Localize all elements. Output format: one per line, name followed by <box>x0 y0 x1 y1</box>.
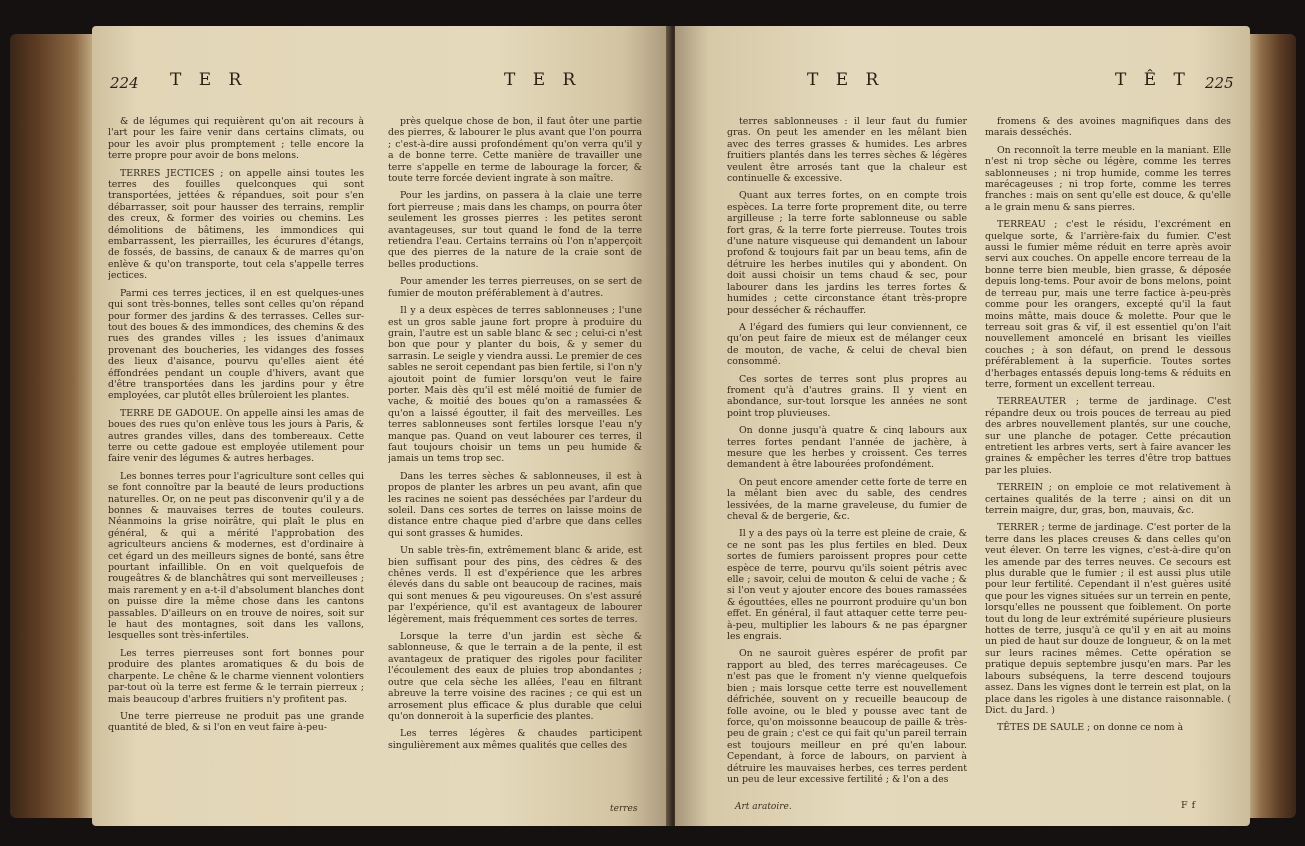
paragraph: TERRE DE GADOUE. On appelle ainsi les amas de boues des rues qu'on enlève tous les jours à Paris, & autres grandes villes, dans des tombereaux. Cette terre ou cette gadoue est employée utilement pour faire venir des légumes & autres herbages. <box>108 407 364 465</box>
left-page <box>92 26 670 826</box>
signature-mark: F f <box>1181 800 1196 811</box>
paragraph: Un sable très-fin, extrêmement blanc & aride, est bien suffisant pour des pins, des cèdres & des chênes verds. Il est d'expérience que les arbres élevés dans du sable ont beaucoup de racines, mais qui sont menues & peu vigoureuses. On s'est assuré par l'expérience, qu'il est avantageux de labourer légèrement, mais fréquemment ces sortes de terres. <box>388 545 642 625</box>
paragraph: Les terres légères & chaudes participent singulièrement aux mêmes qualités que celles des <box>388 728 642 751</box>
running-head: T E R <box>807 70 885 90</box>
paragraph: Il y a deux espèces de terres sablonneuses ; l'une est un gros sable jaune fort propre à produire du grain, l'autre est un sable blanc & sec ; celui-ci n'est bon que pour y planter du bois, & y semer du sarrasin. Le seigle y viendra aussi. Le premier de ces sables ne seroit cependant pas bien fertile, si l'on n'y ajoutoit point de fumier lorsqu'on veut le faire porter. Mais dès qu'il est mêlé moitié de fumier de vache, & moitié des boues qu'on a ramassées & qu'on a laissé égoutter, il fait des merveilles. Les terres sablonneuses sont fertiles lorsque l'eau n'y manque pas. Quand on veut labourer ces terres, il faut toujours choisir un tems un peu humide & jamais un tems trop sec. <box>388 305 642 465</box>
paragraph: On reconnoît la terre meuble en la maniant. Elle n'est ni trop sèche ou légère, comme les terres sablonneuses ; ni trop humide, comme les terres marécageuses ; ni trop forte, comme les terres franches : mais on sent qu'elle est douce, & qu'elle a le grain menu & sans pierres. <box>985 144 1231 213</box>
column-footnote: Art aratoire. <box>735 802 792 812</box>
paragraph: TERRER ; terme de jardinage. C'est porter de la terre dans les places creuses & dans celles qu'on veut élever. On terre les vignes, c'est-à-dire qu'on les amende par des terres neuves. Ce secours est plus durable que le fumier ; il est aussi plus utile pour leur fertilité. Cependant il n'est guères usité que pour les vignes situées sur un terrein en pente, lorsqu'elles ne poussent que foiblement. On porte tout du long de leur extrémité supérieure plusieurs hottes de terre, jusqu'à ce qu'il y en ait au moins un pied de haut sur douze de longueur, & on la met sur leurs racines mêmes. Cette opération se pratique depuis septembre jusqu'en mars. Par les labours subséquens, la terre descend toujours assez. Dans les vignes dont le terrein est plat, on la place dans les rigoles à une distance raisonnable. ( Dict. du Jard. ) <box>985 522 1231 716</box>
paragraph: Ces sortes de terres sont plus propres au froment qu'à d'autres grains. Il y vient en abondance, sur-tout lorsque les années ne sont point trop pluvieuses. <box>727 373 967 419</box>
text-column-1 <box>108 116 364 811</box>
paragraph: Pour les jardins, on passera à la claie une terre fort pierreuse ; mais dans les champs, on pourra ôter seulement les grosses pierres : les petites seront avantageuses, sur tout quand le fond de la terre retiendra l'eau. Certains terrains où l'on n'apperçoit que des pierres de la nature de la craie sont de belles productions. <box>388 190 642 270</box>
text-column-1 <box>727 116 967 796</box>
paragraph: Les terres pierreuses sont fort bonnes pour produire des plantes aromatiques & du bois de charpente. Le chêne & le charme viennent volontiers par-tout où la terre est ferme & le terrain pierreux ; mais beaucoup d'arbres fruitiers n'y profitent pas. <box>108 647 364 705</box>
page-number: 224 <box>110 74 139 92</box>
running-head: T E R <box>170 70 248 90</box>
paragraph: TERRES JECTICES ; on appelle ainsi toutes les terres des fouilles quelconques qui sont transportées, jettées & répandues, soit pour s'en débarrasser, soit pour hausser des terrains, remplir des creux, & former des voiries ou chemins. Les démolitions de bâtimens, les immondices qui embarrassent, les pierrailles, les écurures d'étangs, de fossés, de bassins, de canaux & de marres qu'on enlève & qu'on transporte, tout cela s'appelle terres jectices. <box>108 167 364 282</box>
paragraph: Pour amender les terres pierreuses, on se sert de fumier de mouton préférablement à d'autres. <box>388 276 642 299</box>
paragraph: TERREAU ; c'est le résidu, l'excrément en quelque sorte, & l'arrière-faix du fumier. C'est aussi le fumier même réduit en terre après avoir servi aux couches. On appelle encore terreau de la bonne terre bien meuble, bien grasse, & déposée depuis long-tems. Pour avoir de bons melons, point de terreau pur, mais une terre factice à-peu-près comme pour les orangers, excepté qu'il la faut moins mâtte, mais douce & molette. Pour que le terreau soit gras & vif, il est essentiel qu'on l'ait nouvellement amoncelé en brisant les vieilles couches ; à son défaut, on prend le dessous préférablement à la superficie. Toutes sortes d'herbages entassés depuis long-tems & réduits en terre, forment un excellent terreau. <box>985 219 1231 390</box>
catchword: terres <box>610 804 638 814</box>
paragraph: On donne jusqu'à quatre & cinq labours aux terres fortes pendant l'année de jachère, à mesure que les herbes y croissent. Ces terres demandent à être labourées profondément. <box>727 425 967 471</box>
paragraph: Dans les terres sèches & sablonneuses, il est à propos de planter les arbres un peu avant, afin que les racines ne soient pas desséchées par l'ardeur du soleil. Dans ces sortes de terres on laisse moins de distance entre chaque pied d'arbre que dans celles qui sont grasses & humides. <box>388 470 642 539</box>
text-column-2 <box>388 116 642 811</box>
left-book-edge <box>10 34 96 818</box>
running-head: T Ê T <box>1115 70 1191 90</box>
paragraph: On peut encore amender cette forte de terre en la mêlant bien avec du sable, des cendres lessivées, de la marne graveleuse, du fumier de cheval & de bergerie, &c. <box>727 476 967 522</box>
paragraph: TÊTES DE SAULE ; on donne ce nom à <box>997 722 1184 734</box>
text-column-2 <box>985 116 1231 786</box>
paragraph: & de légumes qui requièrent qu'on ait recours à l'art pour les faire venir dans certains climats, ou pour les avoir plus promptement ; telle encore la terre propre pour avoir de bons melons. <box>108 116 364 162</box>
paragraph: A l'égard des fumiers qui leur conviennent, ce qu'on peut faire de mieux est de mélanger ceux de mouton, de vache, & celui de cheval bien consommé. <box>727 321 967 368</box>
paragraph: TERREIN ; on emploie ce mot relativement à certaines qualités de la terre ; ainsi on dit un terrein maigre, dur, gras, bon, mauvais, &c. <box>985 482 1231 516</box>
right-page <box>675 26 1250 826</box>
paragraph: Parmi ces terres jectices, il en est quelques-unes qui sont très-bonnes, telles sont celles qu'on répand pour former des jardins & des terrasses. Celles sur-tout des boues & des immondices, des chemins & des rues des grandes villes ; les issues d'animaux provenant des boucheries, les vidanges des fosses des lieux d'aisance, pourvu qu'elles aient été éffondrées pendant un couple d'hivers, avant que d'être transportées dans les jardins pour y être employées, car plutôt elles brûleroient les plantes. <box>108 287 364 402</box>
paragraph: Une terre pierreuse ne produit pas une grande quantité de bled, & si l'on en veut faire à-peu- <box>108 710 364 734</box>
paragraph: près quelque chose de bon, il faut ôter une partie des pierres, & labourer le plus avant que l'on pourra ; c'est-à-dire aussi profondément qu'on verra qu'il y a de bonne terre. Cette manière de travailler une terre s'appelle en terme de labourage la forcer, & toute terre forcée devient ingrate à son maître. <box>388 116 642 185</box>
paragraph: Quant aux terres fortes, on en compte trois espèces. La terre forte proprement dite, ou terre argilleuse ; la terre forte sablonneuse ou sable fort gras, & la terre forte pierreuse. Toutes trois d'une nature visqueuse qui demandent un labour profond & toujours fait par un beau tems, afin de détruire les herbes inutiles qui y abondent. On doit aussi choisir un tems chaud & sec, pour labourer dans les jardins les terres fortes & humides ; cette circonstance étant très-propre pour dessécher & réchauffer. <box>727 190 967 316</box>
running-head: T E R <box>504 70 582 90</box>
paragraph: On ne sauroit guères espérer de profit par rapport au bled, des terres marécageuses. Ce n'est pas que le froment n'y vienne quelquefois bien ; mais lorsque cette terre est nouvellement défrichée, souvent on y recueille beaucoup de folle avoine, ou le bled y pousse avec tant de force, qu'on moissonne beaucoup de paille & très-peu de grain ; c'est ce qui fait qu'un pareil terrain est toujours meilleur en pré qu'en labour. Cependant, à force de labours, on parvient à détruire les mauvaises herbes, ces terres perdent un peu de leur excessive fertilité ; & l'on a des <box>727 648 967 785</box>
paragraph: Il y a des pays où la terre est pleine de craie, & ce ne sont pas les plus fertiles en bled. Deux sortes de fumiers paroissent propres pour cette espèce de terre, pourvu qu'ils soient pétris avec elle ; savoir, celui de mouton & celui de vache ; & si l'on veut y ajouter encore des boues ramassées & égouttées, elles ne pourront produire qu'un bon effet. En général, il faut attaquer cette terre peu-à-peu, multiplier les labours & ne pas épargner les engrais. <box>727 528 967 643</box>
paragraph: Les bonnes terres pour l'agriculture sont celles qui se font connoître par la beauté de leurs productions naturelles. Or, on ne peut pas disconvenir qu'il y a de bonnes & mauvaises terres de toutes couleurs. Néanmoins la grise noirâtre, qui plaît le plus en général, & qui a mérité l'approbation des agriculteurs anciens & modernes, est d'ordinaire à cet égard un des meilleurs signes de bonté, sans être pourtant infaillible. On en voit quelquefois de rougeâtres & de blanchâtres qui sont merveilleuses ; mais rarement y en a-t-il d'absolument blanches dont on puisse dire la même chose dans les cantons passables. D'ailleurs on en trouve de noires, soit sur le haut des montagnes, soit dans les vallons, lesquelles sont très-infertiles. <box>108 470 364 642</box>
paragraph: Lorsque la terre d'un jardin est sèche & sablonneuse, & que le terrain a de la pente, il est avantageux de pratiquer des rigoles pour faciliter l'écoulement des eaux de pluies trop abondantes ; outre que cela sèche les allées, l'eau en filtrant abreuve la terre voisine des racines ; ce qui est un arrosement plus efficace & plus durable que celui qu'on donneroit à la superficie des plantes. <box>388 631 642 722</box>
right-book-edge <box>1246 34 1296 818</box>
paragraph: TERREAUTER ; terme de jardinage. C'est répandre deux ou trois pouces de terreau au pied des arbres nouvellement plantés, sur une couche, sur une planche de potager. Cette précaution entretient les arbres verts, sert à faire avancer les graines & empêcher les terres d'être trop battues par les pluies. <box>985 396 1231 476</box>
paragraph: terres sablonneuses : il leur faut du fumier gras. On peut les amender en les mêlant bien avec des terres grasses & humides. Les arbres fruitiers plantés dans les terres sèches & légères veulent être arrosés tant que la chaleur est continuelle & excessive. <box>727 116 967 185</box>
page-number: 225 <box>1205 74 1234 92</box>
paragraph: fromens & des avoines magnifiques dans des marais desséchés. <box>985 116 1231 139</box>
